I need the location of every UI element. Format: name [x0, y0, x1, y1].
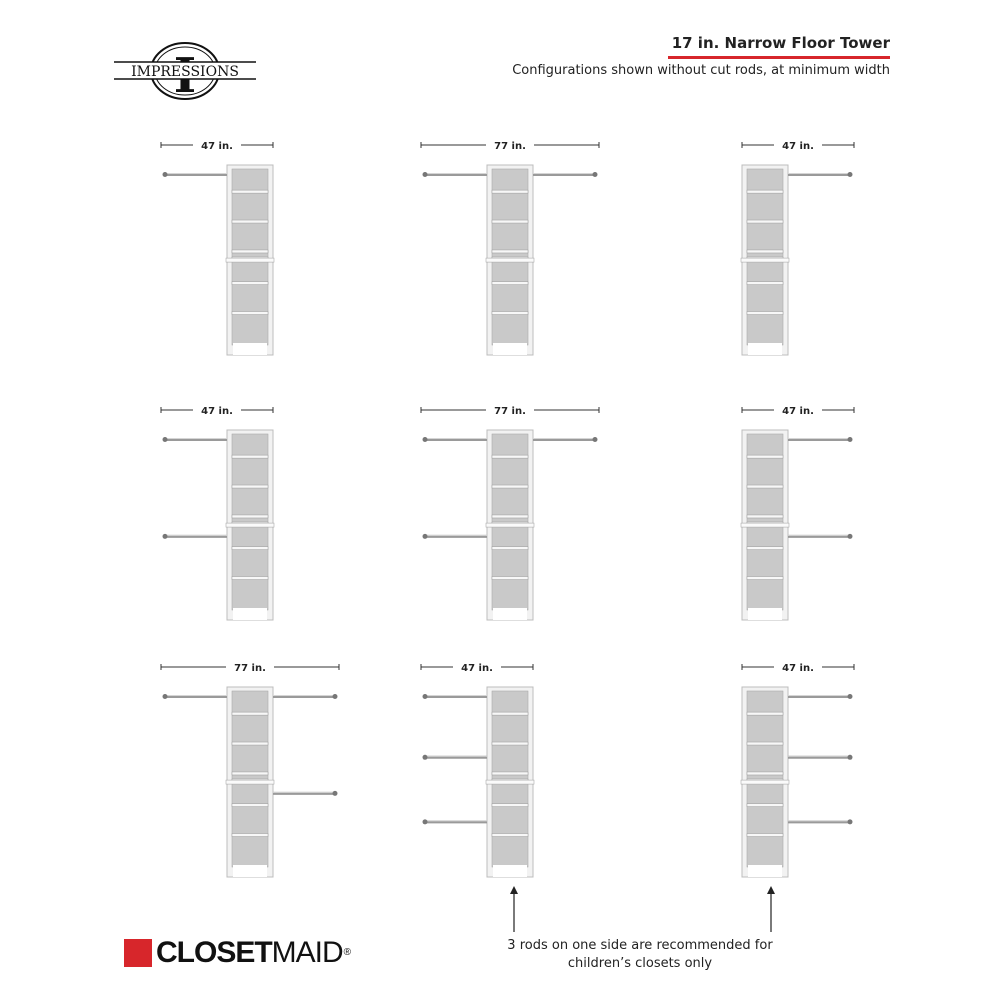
- hanging-rod: [423, 755, 488, 760]
- hanging-rod: [163, 437, 228, 442]
- hanging-rod: [533, 172, 598, 177]
- closetmaid-closet: CLOSET: [156, 936, 272, 969]
- configuration-diagram: [635, 657, 895, 907]
- configuration-diagram: [380, 657, 640, 907]
- configuration-diagram: [635, 135, 895, 385]
- floor-tower: [486, 430, 534, 620]
- width-label: 47 in.: [201, 141, 233, 152]
- hanging-rod: [423, 534, 488, 539]
- width-label: 47 in.: [201, 406, 233, 417]
- floor-tower: [226, 165, 274, 355]
- hanging-rod: [788, 437, 853, 442]
- width-label: 77 in.: [494, 141, 526, 152]
- hanging-rod: [788, 694, 853, 699]
- hanging-rod: [423, 172, 488, 177]
- hanging-rod: [423, 819, 488, 824]
- hanging-rod: [273, 791, 338, 796]
- configuration-diagram: [380, 135, 640, 385]
- hanging-rod: [788, 534, 853, 539]
- floor-tower: [741, 687, 789, 877]
- closetmaid-square-icon: [124, 939, 152, 967]
- width-label: 77 in.: [494, 406, 526, 417]
- hanging-rod: [423, 694, 488, 699]
- registered-mark: ®: [343, 947, 351, 958]
- configuration-diagram: [120, 400, 380, 650]
- floor-tower: [226, 687, 274, 877]
- closetmaid-logo: [124, 936, 350, 970]
- configuration-diagram: [380, 400, 640, 650]
- note-line-2: children’s closets only: [567, 956, 713, 971]
- hanging-rod: [163, 694, 228, 699]
- width-label: 47 in.: [782, 406, 814, 417]
- closetmaid-wordmark: [156, 938, 350, 968]
- hanging-rod: [533, 437, 598, 442]
- floor-tower: [226, 430, 274, 620]
- hanging-rod: [788, 819, 853, 824]
- arrow-up-icon: [763, 886, 779, 934]
- floor-tower: [741, 430, 789, 620]
- width-label: 77 in.: [234, 663, 266, 674]
- floor-tower: [741, 165, 789, 355]
- configuration-diagram: [120, 135, 380, 385]
- hanging-rod: [423, 437, 488, 442]
- hanging-rod: [273, 694, 338, 699]
- note-line-1: 3 rods on one side are recommended for: [507, 938, 773, 953]
- children-closet-note: [470, 937, 810, 973]
- hanging-rod: [788, 172, 853, 177]
- floor-tower: [486, 165, 534, 355]
- closetmaid-maid: MAID: [271, 936, 343, 969]
- arrow-up-icon: [506, 886, 522, 934]
- impressions-wordmark: IMPRESSIONS: [131, 64, 239, 80]
- width-label: 47 in.: [782, 663, 814, 674]
- hanging-rod: [163, 172, 228, 177]
- page-subtitle: Configurations shown without cut rods, at minimum width: [512, 63, 890, 78]
- configuration-diagram: [635, 400, 895, 650]
- width-label: 47 in.: [782, 141, 814, 152]
- floor-tower: [486, 687, 534, 877]
- width-label: 47 in.: [461, 663, 493, 674]
- hanging-rod: [788, 755, 853, 760]
- configuration-diagram: [120, 657, 380, 907]
- hanging-rod: [163, 534, 228, 539]
- page-title: 17 in. Narrow Floor Tower: [671, 34, 890, 52]
